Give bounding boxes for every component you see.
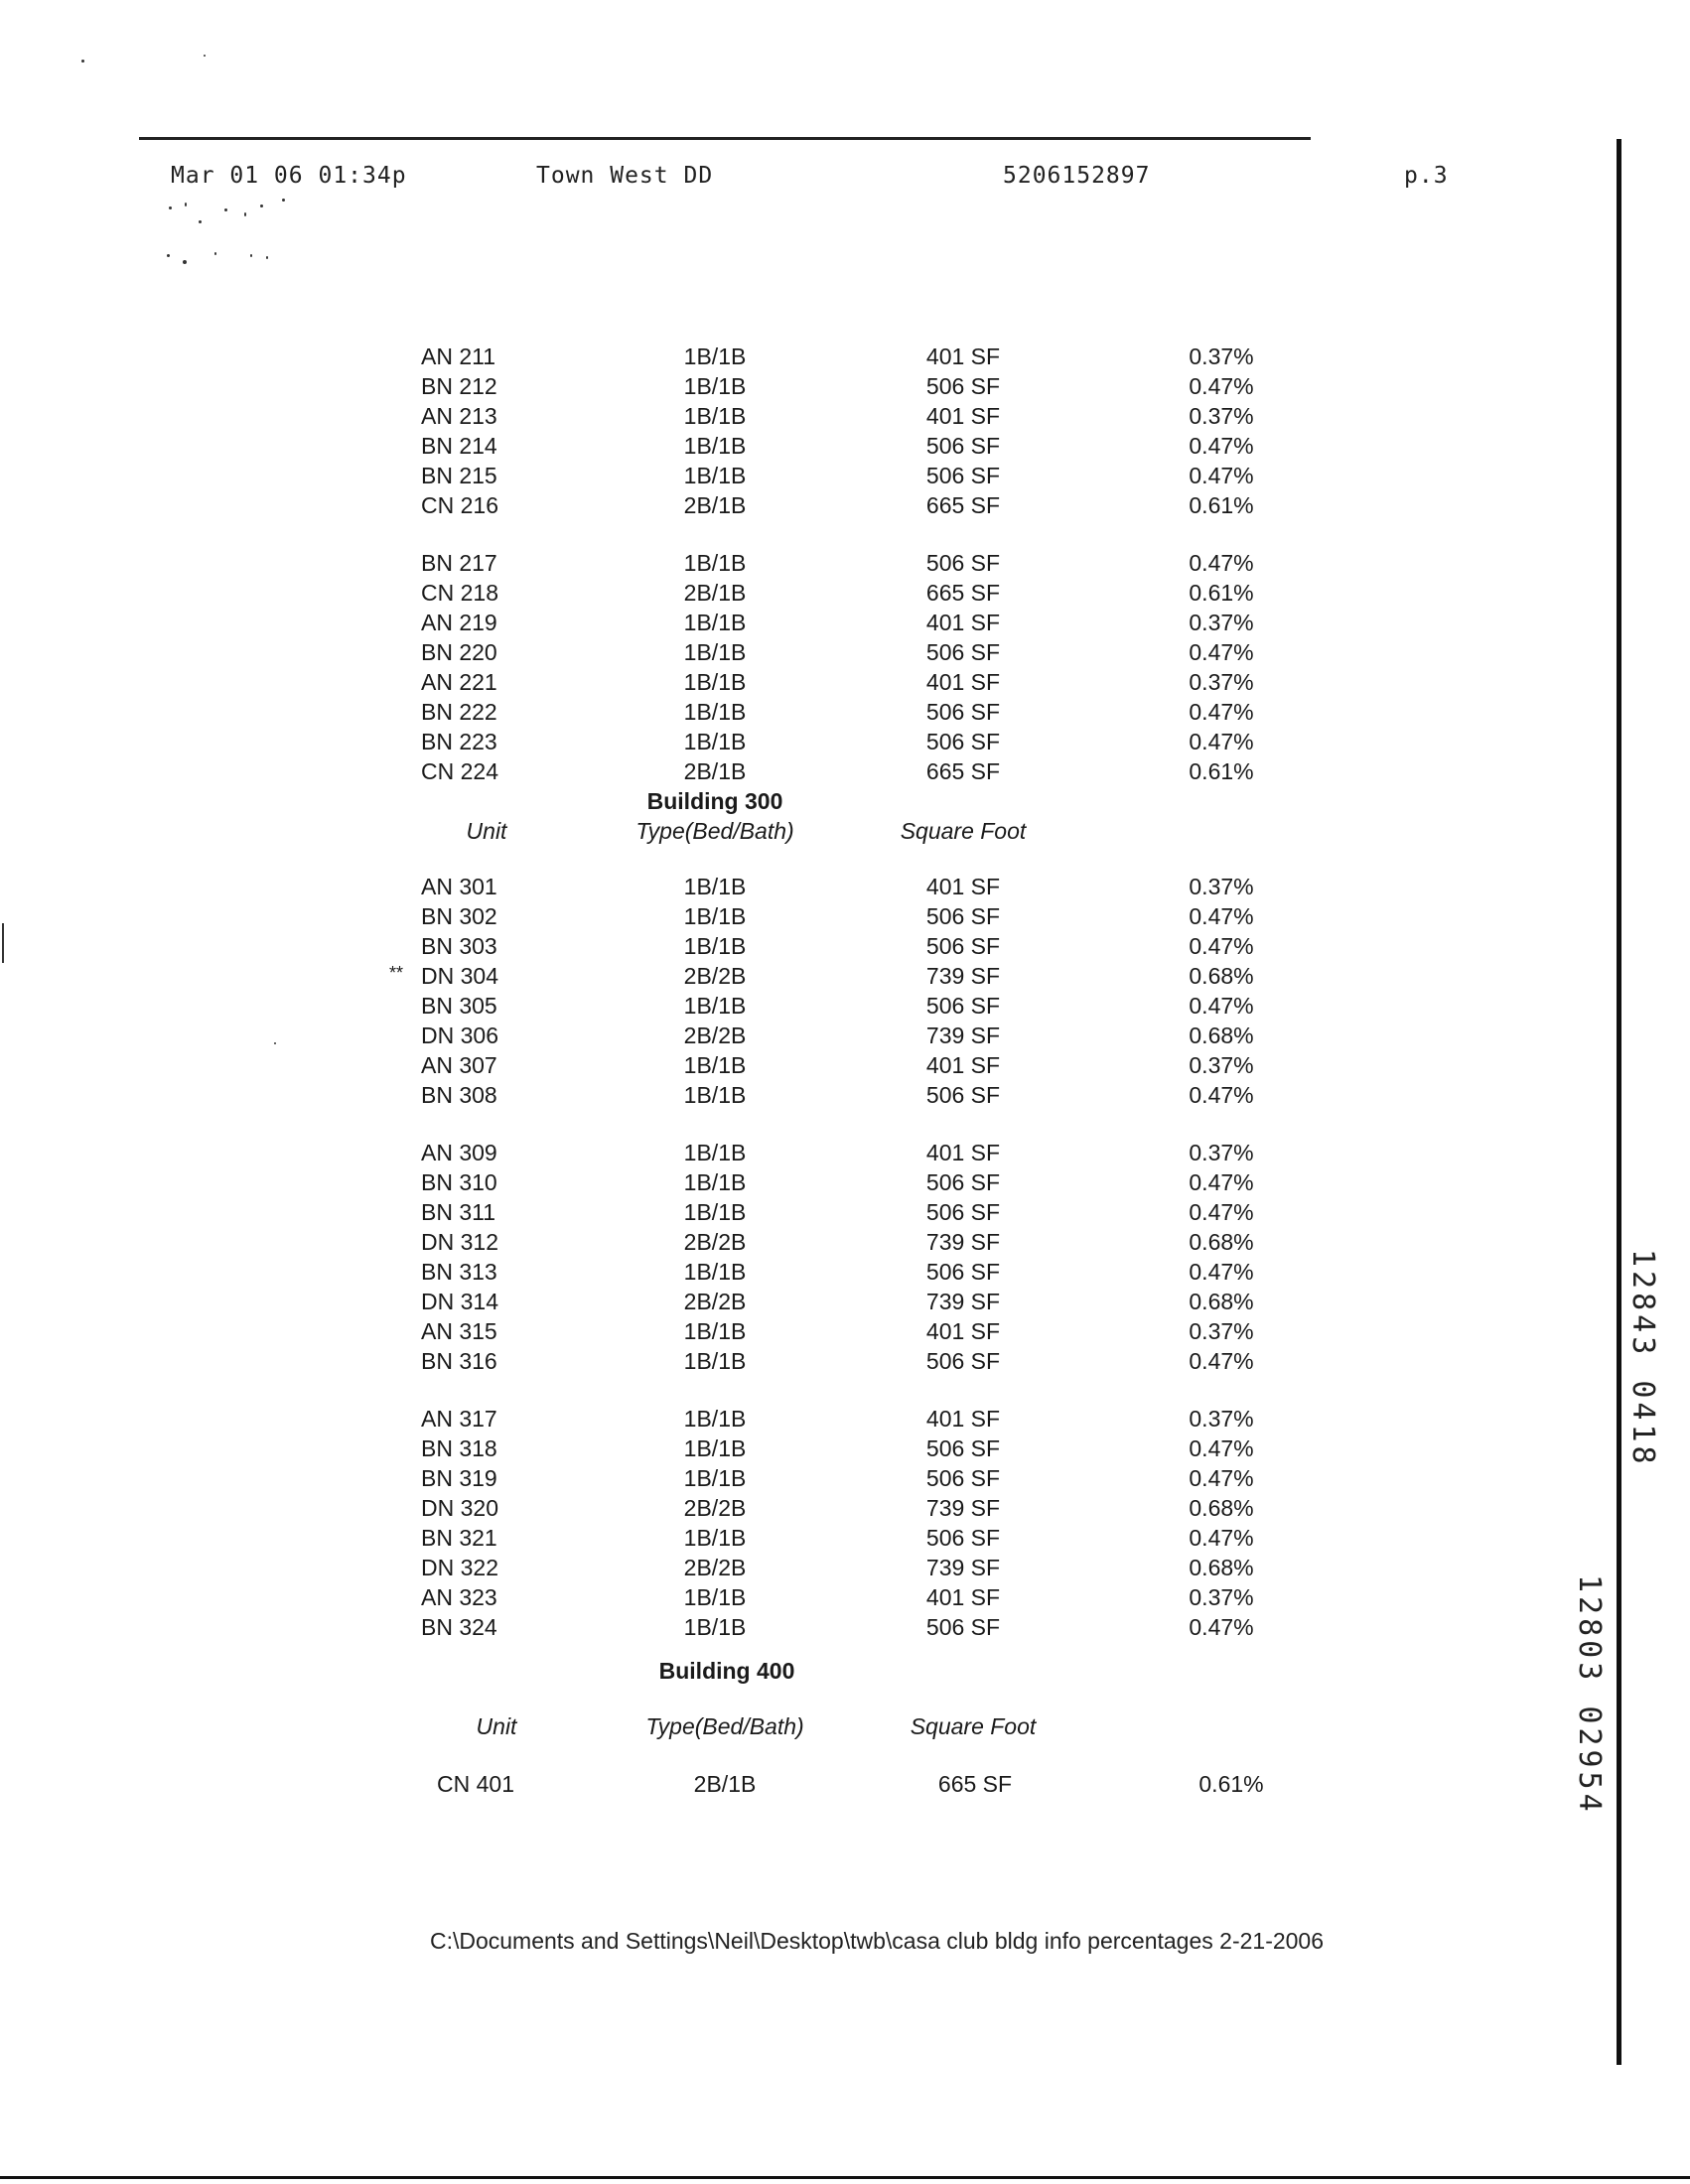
header-unit: Unit <box>466 818 507 844</box>
table-row <box>0 1229 1690 1259</box>
type-cell: 1B/1B <box>683 1259 747 1285</box>
table-row <box>0 1169 1690 1199</box>
unit-table <box>0 343 1690 1801</box>
type-cell: 1B/1B <box>683 933 747 959</box>
unit-group <box>0 1406 1690 1644</box>
sqft-cell: 401 SF <box>925 403 1001 429</box>
table-row <box>0 403 1690 433</box>
sqft-cell: 665 SF <box>925 758 1001 784</box>
percent-cell: 0.47% <box>1189 433 1254 459</box>
table-row <box>0 1495 1690 1525</box>
type-cell: 1B/1B <box>683 1435 747 1461</box>
type-cell: 2B/2B <box>683 1023 747 1048</box>
percent-cell: 0.47% <box>1189 550 1254 576</box>
percent-cell: 0.68% <box>1189 1229 1254 1255</box>
unit-cell: BN 324 <box>421 1614 497 1640</box>
unit-cell: CN 224 <box>421 758 498 784</box>
fax-phone-number: 5206152897 <box>1003 163 1151 189</box>
unit-cell: AN 211 <box>421 343 496 369</box>
type-cell: 1B/1B <box>683 403 747 429</box>
sqft-cell: 506 SF <box>925 1614 1001 1640</box>
percent-cell: 0.47% <box>1189 729 1254 754</box>
type-cell: 2B/1B <box>683 758 747 784</box>
table-row <box>0 1289 1690 1318</box>
percent-cell: 0.47% <box>1189 1435 1254 1461</box>
unit-group <box>0 550 1690 788</box>
type-cell: 1B/1B <box>683 1614 747 1640</box>
unit-cell: AN 301 <box>421 874 497 899</box>
sqft-cell: 506 SF <box>925 1082 1001 1108</box>
table-row <box>0 1435 1690 1465</box>
type-cell: 1B/1B <box>683 1348 747 1374</box>
unit-cell: CN 216 <box>421 492 498 518</box>
percent-cell: 0.61% <box>1189 580 1254 606</box>
sqft-cell: 401 SF <box>925 610 1001 635</box>
table-row <box>0 729 1690 758</box>
type-cell: 1B/1B <box>683 550 747 576</box>
sqft-cell: 506 SF <box>925 373 1001 399</box>
percent-cell: 0.68% <box>1189 1495 1254 1521</box>
percent-cell: 0.47% <box>1189 1199 1254 1225</box>
unit-cell: DN 312 <box>421 1229 498 1255</box>
sqft-cell: 506 SF <box>925 699 1001 725</box>
table-row <box>0 492 1690 522</box>
unit-cell: BN 212 <box>421 373 497 399</box>
sqft-cell: 506 SF <box>925 933 1001 959</box>
percent-cell: 0.61% <box>1198 1771 1264 1797</box>
fax-page-number: p.3 <box>1404 163 1449 189</box>
percent-cell: 0.47% <box>1189 1259 1254 1285</box>
percent-cell: 0.37% <box>1189 1052 1254 1078</box>
file-path-footer: C:\Documents and Settings\Neil\Desktop\twb\casa club bldg info percentages 2-21-2006 <box>429 1928 1325 1954</box>
unit-cell: BN 319 <box>421 1465 497 1491</box>
header-sqft: Square Foot <box>900 818 1027 844</box>
percent-cell: 0.37% <box>1189 1584 1254 1610</box>
unit-cell: BN 305 <box>421 993 497 1019</box>
table-row <box>0 1199 1690 1229</box>
table-row <box>0 463 1690 492</box>
sqft-cell: 506 SF <box>925 639 1001 665</box>
percent-cell: 0.68% <box>1189 1555 1254 1580</box>
sqft-cell: 401 SF <box>925 1318 1001 1344</box>
type-cell: 2B/1B <box>683 492 747 518</box>
type-cell: 1B/1B <box>683 1465 747 1491</box>
unit-cell: AN 307 <box>421 1052 497 1078</box>
type-cell: 1B/1B <box>683 1318 747 1344</box>
unit-cell: BN 223 <box>421 729 497 754</box>
sqft-cell: 506 SF <box>925 903 1001 929</box>
percent-cell: 0.47% <box>1189 1169 1254 1195</box>
table-row <box>0 1584 1690 1614</box>
sqft-cell: 506 SF <box>925 729 1001 754</box>
percent-cell: 0.68% <box>1189 1023 1254 1048</box>
type-cell: 1B/1B <box>683 1199 747 1225</box>
type-cell: 1B/1B <box>683 729 747 754</box>
table-row <box>0 1406 1690 1435</box>
sqft-cell: 506 SF <box>925 1259 1001 1285</box>
unit-cell: BN 318 <box>421 1435 497 1461</box>
percent-cell: 0.37% <box>1189 403 1254 429</box>
table-row <box>0 933 1690 963</box>
type-cell: 1B/1B <box>683 610 747 635</box>
building-300-title: Building 300 <box>646 788 783 814</box>
table-row <box>0 433 1690 463</box>
percent-cell: 0.37% <box>1189 343 1254 369</box>
unit-group <box>0 874 1690 1112</box>
sqft-cell: 401 SF <box>925 1584 1001 1610</box>
percent-cell: 0.37% <box>1189 874 1254 899</box>
sqft-cell: 506 SF <box>925 1348 1001 1374</box>
type-cell: 2B/2B <box>683 1555 747 1580</box>
type-cell: 2B/2B <box>683 1289 747 1314</box>
table-row <box>0 343 1690 373</box>
table-row <box>0 1348 1690 1378</box>
sqft-cell: 665 SF <box>937 1771 1013 1797</box>
sqft-cell: 506 SF <box>925 993 1001 1019</box>
type-cell: 2B/2B <box>683 963 747 989</box>
unit-cell: BN 316 <box>421 1348 497 1374</box>
unit-cell: DN 320 <box>421 1495 498 1521</box>
type-cell: 1B/1B <box>683 343 747 369</box>
percent-cell: 0.47% <box>1189 639 1254 665</box>
percent-cell: 0.47% <box>1189 1525 1254 1551</box>
sqft-cell: 739 SF <box>925 1495 1001 1521</box>
type-cell: 1B/1B <box>683 903 747 929</box>
percent-cell: 0.47% <box>1189 1465 1254 1491</box>
table-row <box>0 373 1690 403</box>
table-row <box>0 699 1690 729</box>
table-row <box>0 639 1690 669</box>
column-headers <box>0 818 1690 854</box>
percent-cell: 0.61% <box>1189 492 1254 518</box>
table-row <box>0 1140 1690 1169</box>
table-row <box>0 758 1690 788</box>
type-cell: 1B/1B <box>683 699 747 725</box>
table-row <box>0 1052 1690 1082</box>
unit-group <box>0 1140 1690 1378</box>
percent-cell: 0.47% <box>1189 933 1254 959</box>
table-row <box>0 1465 1690 1495</box>
sqft-cell: 739 SF <box>925 1555 1001 1580</box>
table-row <box>0 580 1690 610</box>
sqft-cell: 739 SF <box>925 1289 1001 1314</box>
table-row <box>0 1555 1690 1584</box>
sqft-cell: 506 SF <box>925 1169 1001 1195</box>
sqft-cell: 739 SF <box>925 963 1001 989</box>
unit-cell: AN 213 <box>421 403 497 429</box>
percent-cell: 0.47% <box>1189 1348 1254 1374</box>
unit-cell: BN 303 <box>421 933 497 959</box>
table-row <box>0 610 1690 639</box>
sqft-cell: 506 SF <box>925 1465 1001 1491</box>
unit-cell: DN 306 <box>421 1023 498 1048</box>
header-type: Type(Bed/Bath) <box>645 1713 804 1739</box>
table-row <box>0 1259 1690 1289</box>
row-marker: ** <box>389 963 404 983</box>
sqft-cell: 506 SF <box>925 1525 1001 1551</box>
unit-cell: AN 221 <box>421 669 497 695</box>
percent-cell: 0.37% <box>1189 610 1254 635</box>
unit-group <box>0 343 1690 522</box>
type-cell: 1B/1B <box>683 639 747 665</box>
table-row <box>0 1023 1690 1052</box>
percent-cell: 0.68% <box>1189 1289 1254 1314</box>
unit-cell: DN 304 <box>421 963 498 989</box>
type-cell: 1B/1B <box>683 669 747 695</box>
sqft-cell: 401 SF <box>925 343 1001 369</box>
type-cell: 2B/1B <box>683 580 747 606</box>
unit-cell: BN 302 <box>421 903 497 929</box>
type-cell: 1B/1B <box>683 1584 747 1610</box>
sqft-cell: 665 SF <box>925 580 1001 606</box>
table-row <box>0 550 1690 580</box>
sqft-cell: 401 SF <box>925 1406 1001 1432</box>
table-row <box>0 1771 1690 1801</box>
column-headers <box>0 1713 1690 1749</box>
table-row <box>0 1082 1690 1112</box>
percent-cell: 0.47% <box>1189 699 1254 725</box>
sqft-cell: 401 SF <box>925 669 1001 695</box>
type-cell: 2B/1B <box>693 1771 757 1797</box>
unit-cell: BN 310 <box>421 1169 497 1195</box>
type-cell: 1B/1B <box>683 1052 747 1078</box>
header-type: Type(Bed/Bath) <box>635 818 794 844</box>
table-row <box>0 993 1690 1023</box>
percent-cell: 0.37% <box>1189 669 1254 695</box>
vertical-stamp-1: 12843 0418 <box>1625 1249 1660 1468</box>
fax-sender: Town West DD <box>536 163 714 189</box>
unit-cell: BN 222 <box>421 699 497 725</box>
table-row <box>0 1318 1690 1348</box>
percent-cell: 0.47% <box>1189 1614 1254 1640</box>
unit-cell: AN 323 <box>421 1584 497 1610</box>
table-row <box>0 1525 1690 1555</box>
percent-cell: 0.47% <box>1189 463 1254 488</box>
unit-cell: BN 308 <box>421 1082 497 1108</box>
unit-cell: BN 311 <box>421 1199 496 1225</box>
scan-bottom-rule <box>0 2176 1690 2179</box>
unit-cell: BN 214 <box>421 433 497 459</box>
percent-cell: 0.47% <box>1189 1082 1254 1108</box>
unit-cell: BN 215 <box>421 463 497 488</box>
sqft-cell: 665 SF <box>925 492 1001 518</box>
unit-cell: AN 219 <box>421 610 497 635</box>
header-sqft: Square Foot <box>910 1713 1037 1739</box>
sqft-cell: 401 SF <box>925 874 1001 899</box>
unit-cell: BN 313 <box>421 1259 497 1285</box>
percent-cell: 0.37% <box>1189 1140 1254 1165</box>
type-cell: 1B/1B <box>683 1406 747 1432</box>
header-unit: Unit <box>476 1713 517 1739</box>
unit-cell: DN 314 <box>421 1289 498 1314</box>
table-row <box>0 963 1690 993</box>
percent-cell: 0.37% <box>1189 1406 1254 1432</box>
type-cell: 1B/1B <box>683 874 747 899</box>
unit-cell: AN 315 <box>421 1318 497 1344</box>
percent-cell: 0.47% <box>1189 993 1254 1019</box>
building-400-title: Building 400 <box>658 1658 795 1684</box>
percent-cell: 0.37% <box>1189 1318 1254 1344</box>
unit-cell: BN 217 <box>421 550 497 576</box>
sqft-cell: 506 SF <box>925 463 1001 488</box>
fax-date-time: Mar 01 06 01:34p <box>171 163 407 189</box>
type-cell: 2B/2B <box>683 1229 747 1255</box>
type-cell: 1B/1B <box>683 433 747 459</box>
vertical-stamp-2: 12803 02954 <box>1572 1574 1607 1816</box>
percent-cell: 0.68% <box>1189 963 1254 989</box>
unit-cell: CN 218 <box>421 580 498 606</box>
type-cell: 1B/1B <box>683 1169 747 1195</box>
type-cell: 1B/1B <box>683 463 747 488</box>
percent-cell: 0.61% <box>1189 758 1254 784</box>
type-cell: 1B/1B <box>683 1082 747 1108</box>
unit-cell: AN 309 <box>421 1140 497 1165</box>
table-row <box>0 669 1690 699</box>
percent-cell: 0.47% <box>1189 903 1254 929</box>
sqft-cell: 739 SF <box>925 1023 1001 1048</box>
fax-header <box>0 163 1690 193</box>
table-row <box>0 874 1690 903</box>
sqft-cell: 506 SF <box>925 433 1001 459</box>
type-cell: 1B/1B <box>683 993 747 1019</box>
unit-cell: DN 322 <box>421 1555 498 1580</box>
unit-cell: BN 321 <box>421 1525 497 1551</box>
type-cell: 2B/2B <box>683 1495 747 1521</box>
sqft-cell: 401 SF <box>925 1052 1001 1078</box>
unit-cell: CN 401 <box>437 1771 514 1797</box>
sqft-cell: 401 SF <box>925 1140 1001 1165</box>
unit-cell: AN 317 <box>421 1406 497 1432</box>
sqft-cell: 739 SF <box>925 1229 1001 1255</box>
type-cell: 1B/1B <box>683 1140 747 1165</box>
table-row <box>0 903 1690 933</box>
unit-cell: BN 220 <box>421 639 497 665</box>
sqft-cell: 506 SF <box>925 550 1001 576</box>
type-cell: 1B/1B <box>683 1525 747 1551</box>
type-cell: 1B/1B <box>683 373 747 399</box>
percent-cell: 0.47% <box>1189 373 1254 399</box>
sqft-cell: 506 SF <box>925 1199 1001 1225</box>
sqft-cell: 506 SF <box>925 1435 1001 1461</box>
fax-header-rule <box>139 137 1311 140</box>
table-row <box>0 1614 1690 1644</box>
